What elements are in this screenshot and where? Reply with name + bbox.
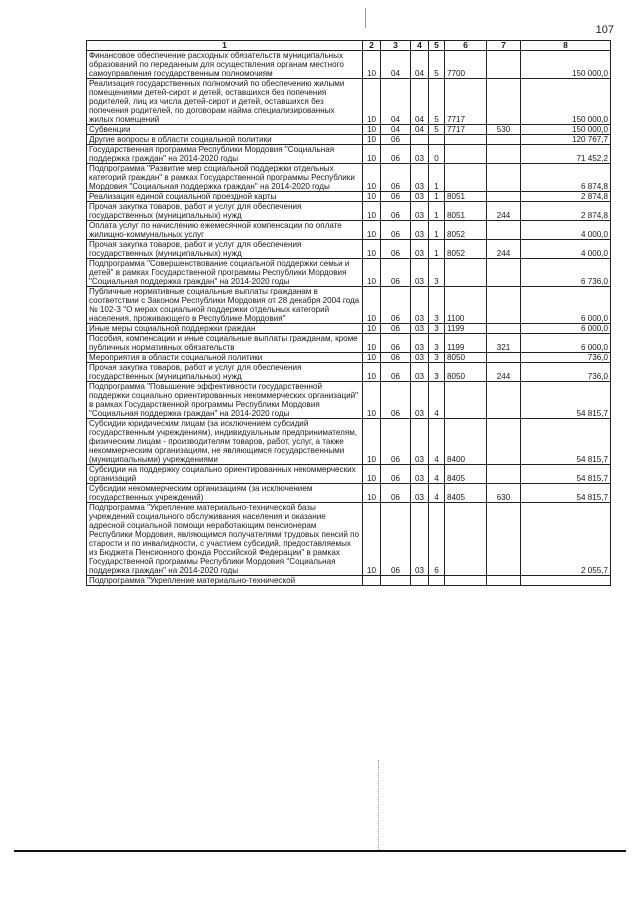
target-article-cell: 8052 [445, 221, 487, 240]
subsection-code-cell: 06 [381, 145, 411, 164]
subsection-code-cell: 06 [381, 221, 411, 240]
amount-cell: 736,0 [521, 363, 611, 382]
subsection-code-cell: 06 [381, 484, 411, 503]
page-number: 107 [595, 24, 614, 36]
section-code-cell: 10 [363, 202, 381, 221]
table-row [87, 164, 611, 192]
row-name-cell: Субвенции [87, 125, 363, 135]
row-name-cell: Пособия, компенсации и иные социальные выплаты гражданам, кроме публичных нормативных обязательств [87, 334, 363, 353]
amount-cell: 2 874,8 [521, 192, 611, 202]
section-code-cell: 10 [363, 382, 381, 419]
subprogram-code-cell: 3 [429, 363, 445, 382]
target-article-cell: 8050 [445, 353, 487, 363]
table-row [87, 51, 611, 79]
program-code-cell: 03 [411, 382, 429, 419]
row-name-cell: Подпрограмма "Повышение эффективности государственной поддержки социально ориентированных некоммерческих организаций" в рамках Государственной программы Республики Мордовия "Социальная поддержка граждан" на 2014-2020 годы [87, 382, 363, 419]
subsection-code-cell: 04 [381, 79, 411, 125]
expense-type-cell: 244 [487, 363, 521, 382]
program-code-cell: 03 [411, 419, 429, 465]
target-article-cell [445, 145, 487, 164]
table-row [87, 419, 611, 465]
subsection-code-cell: 06 [381, 240, 411, 259]
subprogram-code-cell: 1 [429, 164, 445, 192]
subsection-code-cell: 06 [381, 382, 411, 419]
table-row [87, 240, 611, 259]
row-name-cell: Прочая закупка товаров, работ и услуг для обеспечения государственных (муниципальных) нужд [87, 240, 363, 259]
target-article-cell [445, 164, 487, 192]
header-cell: 1 [87, 41, 363, 51]
subsection-code-cell: 04 [381, 125, 411, 135]
amount-cell: 6 736,0 [521, 259, 611, 287]
amount-cell: 54 815,7 [521, 382, 611, 419]
scan-artifact-line [365, 8, 366, 28]
table-row [87, 192, 611, 202]
program-code-cell: 03 [411, 240, 429, 259]
program-code-cell: 03 [411, 164, 429, 192]
row-name-cell: Прочая закупка товаров, работ и услуг для обеспечения государственных (муниципальных) нужд [87, 363, 363, 382]
expense-type-cell [487, 221, 521, 240]
header-cell: 8 [521, 41, 611, 51]
section-code-cell: 10 [363, 503, 381, 576]
subprogram-code-cell: 4 [429, 419, 445, 465]
expense-type-cell: 530 [487, 125, 521, 135]
subsection-code-cell: 06 [381, 363, 411, 382]
amount-cell: 54 815,7 [521, 484, 611, 503]
row-name-cell: Реализация единой социальной проездной карты [87, 192, 363, 202]
section-code-cell: 10 [363, 363, 381, 382]
subprogram-code-cell: 5 [429, 51, 445, 79]
target-article-cell: 1100 [445, 287, 487, 324]
expense-type-cell: 321 [487, 334, 521, 353]
section-code-cell: 10 [363, 145, 381, 164]
expense-type-cell [487, 353, 521, 363]
subprogram-code-cell: 1 [429, 202, 445, 221]
row-name-cell: Субсидии некоммерческим организациям (за исключением государственных учреждений) [87, 484, 363, 503]
row-name-cell: Мероприятия в области социальной политики [87, 353, 363, 363]
subprogram-code-cell: 3 [429, 324, 445, 334]
expense-type-cell: 244 [487, 240, 521, 259]
table-row [87, 125, 611, 135]
amount-cell: 6 874,8 [521, 164, 611, 192]
subprogram-code-cell [429, 135, 445, 145]
section-code-cell: 10 [363, 324, 381, 334]
header-cell: 3 [381, 41, 411, 51]
section-code-cell: 10 [363, 353, 381, 363]
amount-cell: 120 767,7 [521, 135, 611, 145]
section-code-cell: 10 [363, 287, 381, 324]
program-code-cell: 03 [411, 221, 429, 240]
target-article-cell: 7717 [445, 125, 487, 135]
section-code-cell: 10 [363, 221, 381, 240]
row-name-cell: Иные меры социальной поддержки граждан [87, 324, 363, 334]
row-name-cell: Субсидии юридическим лицам (за исключением субсидий государственным учреждениям), индивидуальным предпринимателям, физическим лицам - производителям товаров, работ, услуг, а также некоммерческим организациям, не являющимся государственными (муниципальными) учреждениями [87, 419, 363, 465]
header-cell: 4 [411, 41, 429, 51]
amount-cell: 2 874,8 [521, 202, 611, 221]
expense-type-cell [487, 465, 521, 484]
table-row [87, 287, 611, 324]
table-row [87, 79, 611, 125]
amount-cell: 736,0 [521, 353, 611, 363]
target-article-cell [445, 259, 487, 287]
expense-type-cell: 630 [487, 484, 521, 503]
section-code-cell: 10 [363, 135, 381, 145]
subprogram-code-cell: 5 [429, 79, 445, 125]
section-code-cell: 10 [363, 164, 381, 192]
amount-cell: 6 000,0 [521, 287, 611, 324]
target-article-cell [445, 503, 487, 576]
expense-type-cell [487, 576, 521, 586]
row-name-cell: Финансовое обеспечение расходных обязательств муниципальных образований по переданным для осуществления органам местного самоуправления государственным полномочиям [87, 51, 363, 79]
row-name-cell: Государственная программа Республики Мордовия "Социальная поддержка граждан" на 2014-2020 годы [87, 145, 363, 164]
target-article-cell: 1199 [445, 334, 487, 353]
target-article-cell: 8405 [445, 465, 487, 484]
header-cell: 5 [429, 41, 445, 51]
target-article-cell: 8051 [445, 202, 487, 221]
program-code-cell: 03 [411, 259, 429, 287]
subprogram-code-cell: 4 [429, 465, 445, 484]
table-row [87, 363, 611, 382]
target-article-cell [445, 382, 487, 419]
subsection-code-cell: 04 [381, 51, 411, 79]
subprogram-code-cell: 3 [429, 287, 445, 324]
subprogram-code-cell [429, 576, 445, 586]
header-cell: 6 [445, 41, 487, 51]
program-code-cell: 03 [411, 145, 429, 164]
amount-cell: 54 815,7 [521, 419, 611, 465]
section-code-cell: 10 [363, 334, 381, 353]
amount-cell: 150 000,0 [521, 51, 611, 79]
budget-table [86, 40, 611, 586]
table-row [87, 353, 611, 363]
table-row [87, 503, 611, 576]
target-article-cell: 8051 [445, 192, 487, 202]
subprogram-code-cell: 3 [429, 353, 445, 363]
expense-type-cell [487, 324, 521, 334]
amount-cell: 150 000,0 [521, 125, 611, 135]
subsection-code-cell: 06 [381, 135, 411, 145]
amount-cell: 6 000,0 [521, 324, 611, 334]
section-code-cell: 10 [363, 192, 381, 202]
program-code-cell: 03 [411, 465, 429, 484]
section-code-cell: 10 [363, 240, 381, 259]
amount-cell [521, 576, 611, 586]
row-name-cell: Подпрограмма "Укрепление материально-технической [87, 576, 363, 586]
expense-type-cell [487, 192, 521, 202]
program-code-cell: 04 [411, 125, 429, 135]
program-code-cell: 03 [411, 484, 429, 503]
subprogram-code-cell: 4 [429, 382, 445, 419]
subsection-code-cell: 06 [381, 164, 411, 192]
section-code-cell: 10 [363, 259, 381, 287]
program-code-cell [411, 135, 429, 145]
expense-type-cell [487, 135, 521, 145]
amount-cell: 71 452,2 [521, 145, 611, 164]
table-header-row [87, 41, 611, 51]
subprogram-code-cell: 6 [429, 503, 445, 576]
subprogram-code-cell: 1 [429, 240, 445, 259]
table-row [87, 259, 611, 287]
expense-type-cell [487, 419, 521, 465]
target-article-cell: 1199 [445, 324, 487, 334]
table-row [87, 324, 611, 334]
program-code-cell: 03 [411, 192, 429, 202]
program-code-cell: 03 [411, 363, 429, 382]
subsection-code-cell: 06 [381, 192, 411, 202]
program-code-cell: 03 [411, 503, 429, 576]
subprogram-code-cell: 0 [429, 145, 445, 164]
program-code-cell: 03 [411, 202, 429, 221]
table-row [87, 135, 611, 145]
target-article-cell: 7700 [445, 51, 487, 79]
subprogram-code-cell: 3 [429, 259, 445, 287]
section-code-cell: 10 [363, 419, 381, 465]
subsection-code-cell: 06 [381, 324, 411, 334]
subprogram-code-cell: 1 [429, 221, 445, 240]
target-article-cell: 8052 [445, 240, 487, 259]
section-code-cell: 10 [363, 465, 381, 484]
page-bottom-rule [14, 850, 626, 852]
header-cell: 2 [363, 41, 381, 51]
subprogram-code-cell: 5 [429, 125, 445, 135]
scan-artifact-dots [378, 760, 379, 850]
table-row [87, 221, 611, 240]
row-name-cell: Реализация государственных полномочий по обеспечению жилыми помещениями детей-сирот и детей, оставшихся без попечения родителей, лиц из числа детей-сирот и детей, оставшихся без попечения родителей, по договорам найма специализированных жилых помещений [87, 79, 363, 125]
row-name-cell: Подпрограмма "Развитие мер социальной поддержки отдельных категорий граждан" в рамках Государственной программы Республики Мордовия "Социальная поддержка граждан" на 2014-2020 годы [87, 164, 363, 192]
subsection-code-cell: 06 [381, 503, 411, 576]
expense-type-cell [487, 164, 521, 192]
row-name-cell: Другие вопросы в области социальной политики [87, 135, 363, 145]
row-name-cell: Подпрограмма "Совершенствование социальной поддержки семьи и детей" в рамках Государственной программы Республики Мордовия "Социальная поддержка граждан" на 2014-2020 годы [87, 259, 363, 287]
program-code-cell: 03 [411, 334, 429, 353]
subprogram-code-cell: 3 [429, 334, 445, 353]
row-name-cell: Публичные нормативные социальные выплаты гражданам в соответствии с Законом Республики Мордовия от 28 декабря 2004 года № 102-З "О мерах социальной поддержки отдельных категорий населения, проживающего в Республике Мордовия" [87, 287, 363, 324]
section-code-cell: 10 [363, 484, 381, 503]
program-code-cell: 04 [411, 51, 429, 79]
table-row [87, 202, 611, 221]
amount-cell: 150 000,0 [521, 79, 611, 125]
row-name-cell: Подпрограмма "Укрепление материально-технической базы учреждений социального обслуживания населения и оказание адресной социальной помощи неработающим пенсионерам Республики Мордовия, являющимся получателями трудовых пенсий по старости и по инвалидности, с участием субсидий, предоставляемых из Бюджета Пенсионного фонда Российской Федерации" в рамках Государственной программы Республики Мордовия "Социальная поддержка граждан" на 2014-2020 годы [87, 503, 363, 576]
row-name-cell: Субсидии на поддержку социально ориентированных некоммерческих организаций [87, 465, 363, 484]
section-code-cell: 10 [363, 51, 381, 79]
table-row [87, 576, 611, 586]
subsection-code-cell: 06 [381, 259, 411, 287]
expense-type-cell [487, 51, 521, 79]
table-row [87, 465, 611, 484]
subprogram-code-cell: 1 [429, 192, 445, 202]
target-article-cell: 8405 [445, 484, 487, 503]
target-article-cell [445, 135, 487, 145]
program-code-cell [411, 576, 429, 586]
subsection-code-cell: 06 [381, 419, 411, 465]
subsection-code-cell: 06 [381, 287, 411, 324]
subsection-code-cell: 06 [381, 334, 411, 353]
subsection-code-cell: 06 [381, 465, 411, 484]
table-row [87, 484, 611, 503]
row-name-cell: Оплата услуг по начислению ежемесячной компенсации по оплате жилищно-коммунальных услуг [87, 221, 363, 240]
expense-type-cell [487, 503, 521, 576]
amount-cell: 54 815,7 [521, 465, 611, 484]
section-code-cell [363, 576, 381, 586]
table-row [87, 145, 611, 164]
program-code-cell: 03 [411, 287, 429, 324]
target-article-cell: 8400 [445, 419, 487, 465]
subprogram-code-cell: 4 [429, 484, 445, 503]
table-row [87, 334, 611, 353]
section-code-cell: 10 [363, 79, 381, 125]
header-cell: 7 [487, 41, 521, 51]
expense-type-cell [487, 259, 521, 287]
expense-type-cell [487, 145, 521, 164]
amount-cell: 4 000,0 [521, 240, 611, 259]
expense-type-cell [487, 79, 521, 125]
amount-cell: 6 000,0 [521, 334, 611, 353]
program-code-cell: 04 [411, 79, 429, 125]
section-code-cell: 10 [363, 125, 381, 135]
amount-cell: 2 055,7 [521, 503, 611, 576]
subsection-code-cell [381, 576, 411, 586]
expense-type-cell [487, 287, 521, 324]
amount-cell: 4 000,0 [521, 221, 611, 240]
program-code-cell: 03 [411, 353, 429, 363]
program-code-cell: 03 [411, 324, 429, 334]
target-article-cell: 8050 [445, 363, 487, 382]
expense-type-cell [487, 382, 521, 419]
row-name-cell: Прочая закупка товаров, работ и услуг для обеспечения государственных (муниципальных) нужд [87, 202, 363, 221]
target-article-cell: 7717 [445, 79, 487, 125]
expense-type-cell: 244 [487, 202, 521, 221]
target-article-cell [445, 576, 487, 586]
table-row [87, 382, 611, 419]
subsection-code-cell: 06 [381, 202, 411, 221]
subsection-code-cell: 06 [381, 353, 411, 363]
